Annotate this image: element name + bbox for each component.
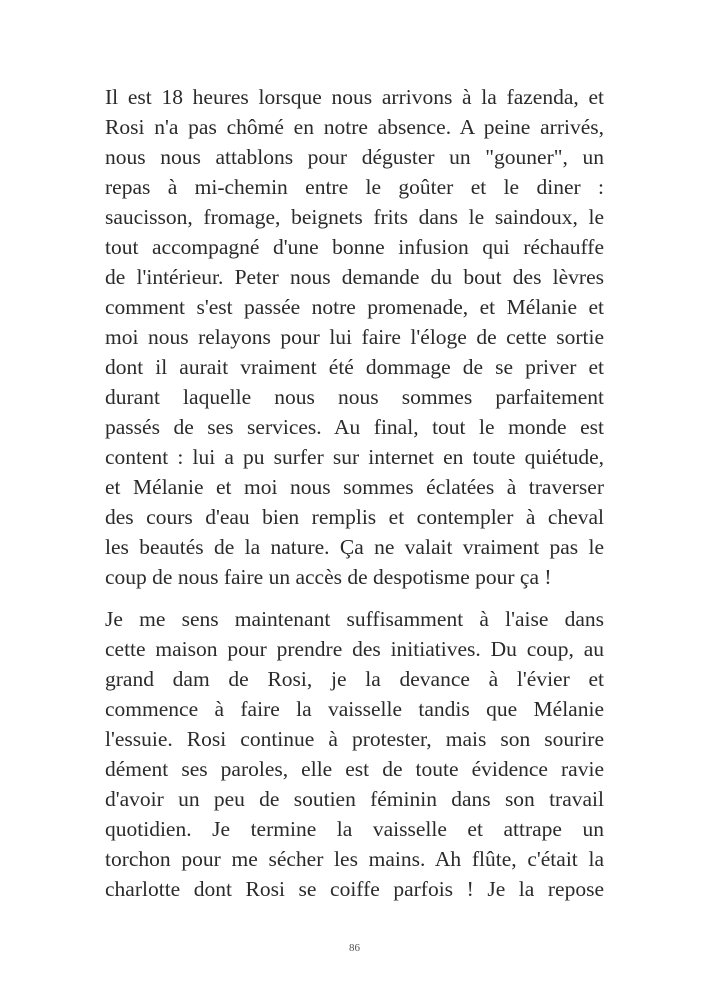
- paragraph-2: [105, 604, 604, 904]
- text-line: de l'intérieur. Peter nous demande du bout des lèvres: [105, 265, 604, 289]
- text-line: les beautés de la nature. Ça ne valait vraiment pas le: [105, 535, 604, 559]
- text-line: Il est 18 heures lorsque nous arrivons à la fazenda, et: [105, 85, 604, 109]
- text-line: durant laquelle nous nous sommes parfaitement: [105, 385, 604, 409]
- text-line: Rosi n'a pas chômé en notre absence. A peine arrivés,: [105, 115, 604, 139]
- text-line: passés de ses services. Au final, tout le monde est: [105, 415, 604, 439]
- text-line: dément ses paroles, elle est de toute évidence ravie: [105, 757, 604, 781]
- text-line: comment s'est passée notre promenade, et Mélanie et: [105, 295, 604, 319]
- text-line: cette maison pour prendre des initiatives. Du coup, au: [105, 637, 604, 661]
- text-line: charlotte dont Rosi se coiffe parfois ! Je la repose: [105, 877, 604, 901]
- text-line: coup de nous faire un accès de despotisme pour ça !: [105, 565, 552, 589]
- text-line: repas à mi-chemin entre le goûter et le diner :: [105, 175, 604, 199]
- text-line: tout accompagné d'une bonne infusion qui réchauffe: [105, 235, 604, 259]
- text-line: grand dam de Rosi, je la devance à l'évier et: [105, 667, 604, 691]
- text-line: l'essuie. Rosi continue à protester, mais son sourire: [105, 727, 604, 751]
- text-line: dont il aurait vraiment été dommage de se priver et: [105, 355, 604, 379]
- text-line: saucisson, fromage, beignets frits dans le saindoux, le: [105, 205, 604, 229]
- text-line: quotidien. Je termine la vaisselle et attrape un: [105, 817, 604, 841]
- text-line: d'avoir un peu de soutien féminin dans son travail: [105, 787, 604, 811]
- text-line: content : lui a pu surfer sur internet en toute quiétude,: [105, 445, 604, 469]
- text-line: commence à faire la vaisselle tandis que Mélanie: [105, 697, 604, 721]
- text-line: et Mélanie et moi nous sommes éclatées à traverser: [105, 475, 604, 499]
- page-number: 86: [349, 942, 360, 954]
- paragraph-1: [105, 82, 604, 592]
- text-line: nous nous attablons pour déguster un "gouner", un: [105, 145, 604, 169]
- text-line: moi nous relayons pour lui faire l'éloge de cette sortie: [105, 325, 604, 349]
- text-line: torchon pour me sécher les mains. Ah flûte, c'était la: [105, 847, 604, 871]
- text-line: des cours d'eau bien remplis et contempler à cheval: [105, 505, 604, 529]
- text-line: Je me sens maintenant suffisamment à l'aise dans: [105, 607, 604, 631]
